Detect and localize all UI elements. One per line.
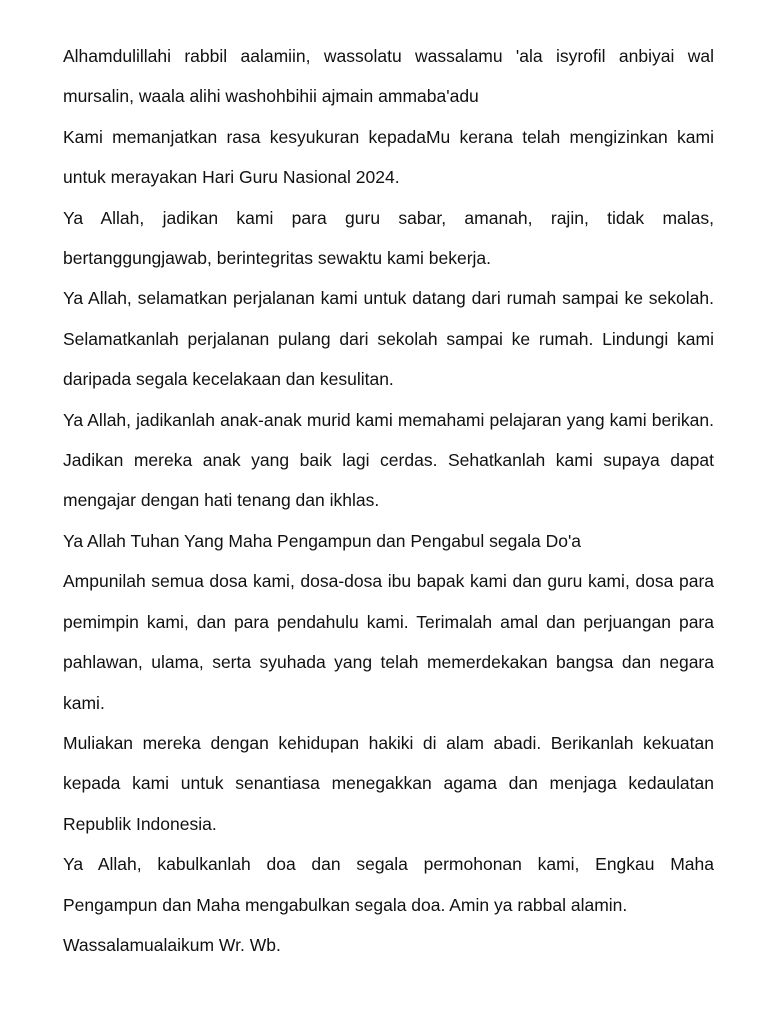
paragraph-forgiveness: Ampunilah semua dosa kami, dosa-dosa ibu bapak kami dan guru kami, dosa para pemimpin kami, dan para pendahulu kami. Terimalah amal dan perjuangan para pahlawan, ulama, serta syuhada yang telah memerdekakan bangsa dan negara kami. [63, 571, 714, 713]
paragraph-gratitude: Kami memanjatkan rasa kesyukuran kepadaMu kerana telah mengizinkan kami untuk merayakan Hari Guru Nasional 2024. [63, 126, 714, 188]
paragraph-teachers-virtue: Ya Allah, jadikan kami para guru sabar, amanah, rajin, tidak malas, bertanggungjawab, berintegritas sewaktu kami bekerja. [63, 207, 714, 269]
paragraph-closing-prayer: Ya Allah, kabulkanlah doa dan segala permohonan kami, Engkau Maha Pengampun dan Maha mengabulkan segala doa. Amin ya rabbal alamin. [63, 854, 714, 915]
document-page [63, 36, 714, 965]
paragraph-invocation: Ya Allah Tuhan Yang Maha Pengampun dan Pengabul segala Do'a [63, 530, 582, 551]
paragraph-honor-heroes: Muliakan mereka dengan kehidupan hakiki di alam abadi. Berikanlah kekuatan kepada kami untuk senantiasa menegakkan agama dan menjaga kedaulatan Republik Indonesia. [63, 732, 714, 834]
paragraph-students: Ya Allah, jadikanlah anak-anak murid kami memahami pelajaran yang kami berikan. Jadikan mereka anak yang baik lagi cerdas. Sehatkanlah kami supaya dapat mengajar dengan hati tenang dan ikhlas. [63, 409, 714, 511]
paragraph-safe-journey: Ya Allah, selamatkan perjalanan kami untuk datang dari rumah sampai ke sekolah. Selamatkanlah perjalanan pulang dari sekolah sampai ke rumah. Lindungi kami daripada segala kecelakaan dan kesulitan. [63, 288, 714, 390]
paragraph-opening: Alhamdulillahi rabbil aalamiin, wassolatu wassalamu 'ala isyrofil anbiyai wal mursalin, waala alihi washohbihii ajmain ammaba'adu [63, 46, 714, 107]
paragraph-salutation: Wassalamualaikum Wr. Wb. [63, 934, 281, 955]
